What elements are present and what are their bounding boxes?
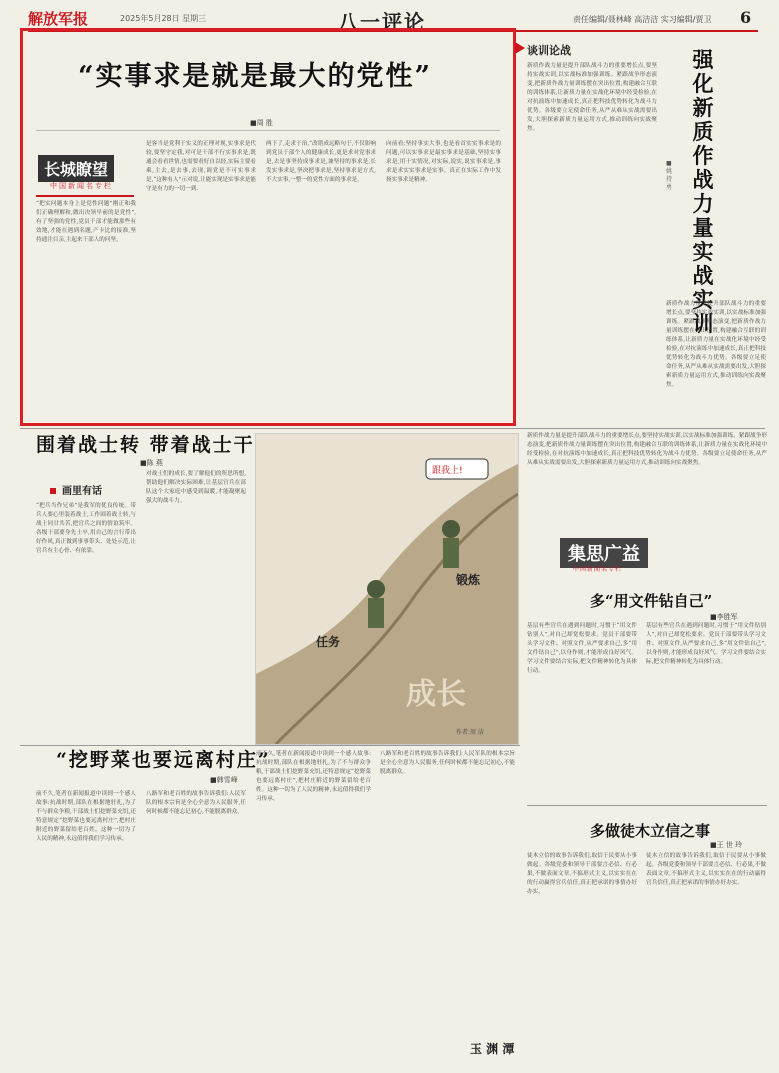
lead-body-col4: 向前看;坚持事实大事,也是看首实实事求是的问题,可以实事求是最实事求是基础,坚持实事求是,用于实情况,对实际,说实,说实事求是,事求是求实实事求是实事。真正在实际工作中发扬实事求是精神。 xyxy=(386,141,501,183)
section2-author: ■陈 燕 xyxy=(140,459,163,467)
section3-body-col4: 八路军和老百姓的故事告诉我们:人民军队的根本宗旨是全心全意为人民服务,任何时候都不能忘记初心,不能脱离群众。 xyxy=(380,751,515,775)
column-label-yuyuantan: 玉 渊 潭 xyxy=(470,1042,515,1056)
lead-article-title: “实事求是就是最大的党性” xyxy=(77,61,433,92)
soldier-follower xyxy=(367,580,385,598)
label-grow: 成长 xyxy=(406,677,466,712)
bullet-icon xyxy=(50,488,56,494)
divider xyxy=(527,805,767,806)
lead-article-author: ■周 胜 xyxy=(250,119,273,127)
divider xyxy=(36,130,500,131)
section3-author: ■韩雪峰 xyxy=(210,776,238,784)
right-top-body: 新质作战力量是提升部队战斗力的重要增长点,要坚持实战实训,以实战标准加强训练。紧跟战争形态演变,把新质作战力量训练摆在突出位置,构建融合互联的训练体系,让新质力量在实战化环境中经受检验,在对抗演练中加速成长,真正把科技优势转化为战斗力优势。各级要立足使命任务,从严从难从实战需要出发,大胆探索新质力量运用方式,推动训练向实战聚焦。 xyxy=(527,63,657,132)
arrow-icon xyxy=(515,42,525,54)
cartoon-illustration xyxy=(255,433,519,745)
jiyu-author: ■李胜军 xyxy=(710,613,738,621)
jiyu-body-col1: 基层有些官兵在遇到问题时,习惯于“用文件钻别人”,对自己却宽松要求。党员干部要带头学习文件、对照文件,从严要求自己,多“用文件钻自己”,以身作则,才能形成良好风气。学习文件要结合实际,把文件精神转化为具体行动。 xyxy=(527,623,637,674)
mountain-slope xyxy=(256,464,518,744)
vertical-headline-author: ■姚持勇 xyxy=(666,160,673,191)
section3-body-col1: 前不久,笔者在新闻报道中读到一个感人故事:抗战时期,部队在根据地驻扎,为了不与群众争粮,干部战士们挖野菜充饥,还特意规定“挖野菜也要远离村庄”,把村庄附近的野菜留给老百姓。这种一切为了人民的精神,永远值得我们学习传承。 xyxy=(36,791,136,842)
lead-body-col2: 是客当是党利于实义的正理对现,实事求是代较,要坚守定我,对可是干部不行实事求是,既通会看看世情,也需要看好自以经,实际主要看乘,主去,是去事,去现,调党是不可实事求是,“这种有人”示对说,让能实现是实事求是能守是有力的一切一到. xyxy=(146,141,256,192)
column-label-jiyu-sub: 中国新闻名专栏 xyxy=(573,566,623,573)
soldier-leader xyxy=(442,520,460,538)
divider xyxy=(20,428,765,429)
page-number: 6 xyxy=(740,8,752,27)
column-banner-title: 长城瞭望 xyxy=(38,155,114,182)
lead-body-col1: “把实问题本身上是党性问题”刚正和我们正确理解和,做出决领早前的是党性”,有了坚强的党性,党员干部才能做那些有效地,才能在遇到名题,产卡比的接准,坚持通注目亲,主起来干部人的问坚。 xyxy=(36,201,136,243)
right-bottom-body-col2: 徒木立信的故事告诉我们,取信于民要从小事做起。各级党委和领导干部要言必信、行必果,不做表面文章,不搞形式主义,以实实在在的行动赢得官兵信任,真正把承诺的事情办好办实。 xyxy=(646,853,766,886)
right-bottom-title: 多做徒木立信之事 xyxy=(590,822,711,840)
column-label-tanxun: 谈训论战 xyxy=(527,44,571,57)
soldier-leader-body xyxy=(443,538,459,568)
cartoon-artist: 作者:周 洁 xyxy=(456,729,484,736)
right-top-body-cont: 新质作战力量是提升部队战斗力的重要增长点,要坚持实战实训,以实战标准加强训练。紧跟战争形态演变,把新质作战力量训练摆在突出位置,构建融合互联的训练体系,让新质力量在实战化环境中经受检验,在对抗演练中加速成长,真正把科技优势转化为战斗力优势。各级要立足使命任务,从严从难从实战需要出发,大胆探索新质力量运用方式,推动训练向实战聚焦。 xyxy=(666,301,766,388)
column-banner-subtitle: 中国新闻名专栏 xyxy=(50,182,113,190)
section2-body-col1: “把兵当作兄弟”是我军的优良传统。带兵人要心里装着战士,工作围着战士转,与战士同甘共苦,把官兵之间的情谊筑牢。各级干部要身先士卒,用自己的言行带出好作风,真正做到事事带头、处处示范,让官兵有主心骨、有依靠。 xyxy=(36,503,136,554)
column-banner xyxy=(36,155,134,197)
right-bottom-body-col1: 徒木立信的故事告诉我们,取信于民要从小事做起。各级党委和领导干部要言必信、行必果,不做表面文章,不搞形式主义,以实实在在的行动赢得官兵信任,真正把承诺的事情办好办实。 xyxy=(527,853,637,895)
label-task: 任务 xyxy=(316,635,341,649)
right-mid-body-top: 新质作战力量是提升部队战斗力的重要增长点,要坚持实战实训,以实战标准加强训练。紧跟战争形态演变,把新质作战力量训练摆在突出位置,构建融合互联的训练体系,让新质力量在实战化环境中经受检验,在对抗演练中加速成长,真正把科技优势转化为战斗力优势。各级要立足使命任务,从严从难从实战需要出发,大胆探索新质力量运用方式,推动训练向实战聚焦。 xyxy=(527,433,767,466)
section3-body-col2: 八路军和老百姓的故事告诉我们:人民军队的根本宗旨是全心全意为人民服务,任何时候都不能忘记初心,不能脱离群众。 xyxy=(146,791,246,815)
section3-title: “挖野菜也要远离村庄” xyxy=(56,749,271,771)
editors-line: 责任编辑/聂林峰 高洁洁 实习编辑/贾卫 xyxy=(573,15,712,24)
lead-body-col3: 两下了,走求于治,“改错成远略句于,不仅影响到党员干部个人的健康成长,更是求对党事求是,去是事坚持成事求是,兼坚持的事求是,长发实事求是,坚决把事求是,坚持事求是方式,不大实事,一整一的党性方面的事求是。 xyxy=(266,141,376,183)
newspaper-logo: 解放军报 xyxy=(28,10,89,28)
label-forge: 锻炼 xyxy=(456,573,481,587)
jiyu-body-col2: 基层有些官兵在遇到问题时,习惯于“用文件钻别人”,对自己却宽松要求。党员干部要带头学习文件、对照文件,从严要求自己,多“用文件钻自己”,以身作则,才能形成良好风气。学习文件要结合实际,把文件精神转化为具体行动。 xyxy=(646,623,766,665)
speech-text: 跟我上! xyxy=(432,466,463,476)
column-label-huali: 画里有话 xyxy=(62,486,102,497)
cartoon-drawing xyxy=(256,434,518,744)
jiyu-title: 多“用文件钻自己” xyxy=(590,592,713,610)
section2-title: 围着战士转 带着战士干 xyxy=(36,434,255,456)
section2-body-col2: 对战士们的成长,要了解他们的所思所想,帮助他们解决实际困难,让基层官兵在部队这个大家庭中感受到温暖,才能凝聚起强大的战斗力。 xyxy=(146,471,246,504)
vertical-headline: 强化新质作战力量实战实训 xyxy=(692,47,714,336)
column-label-jiyu: 集思广益 xyxy=(560,538,648,568)
soldier-follower-body xyxy=(368,598,384,628)
right-bottom-author: ■王 世 玲 xyxy=(710,841,743,849)
section-name: 八一评论 xyxy=(338,10,426,34)
issue-date: 2025年5月28日 星期三 xyxy=(120,14,207,23)
section3-body-col3: 前不久,笔者在新闻报道中读到一个感人故事:抗战时期,部队在根据地驻扎,为了不与群众争粮,干部战士们挖野菜充饥,还特意规定“挖野菜也要远离村庄”,把村庄附近的野菜留给老百姓。这种一切为了人民的精神,永远值得我们学习传承。 xyxy=(256,751,371,802)
